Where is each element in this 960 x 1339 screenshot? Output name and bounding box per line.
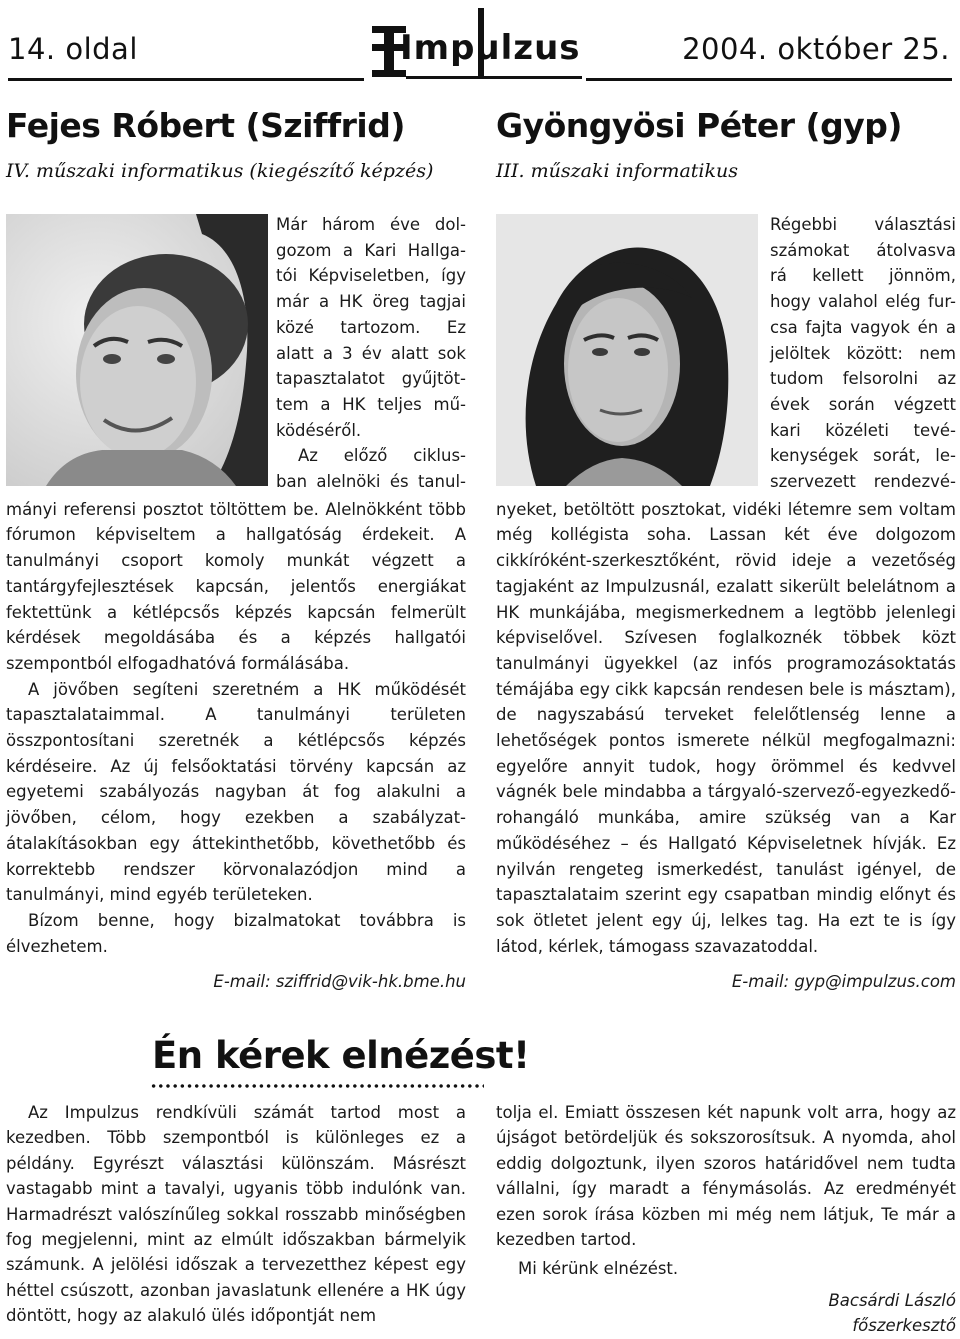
apology-left	[6, 1100, 466, 1329]
text-line: Az előző ciklus-	[298, 446, 466, 466]
text-line: jelöltek között: nem	[770, 343, 956, 363]
text-line: Már három éve dol-	[276, 215, 466, 234]
header-rule-right	[586, 78, 952, 81]
paragraph: Az Impulzus rendkívüli számát tartod most a kezedben. Több szempontból is különleges ez a példány. Egyrészt választási különszám. Másrészt vastagabb mint a tavalyi, ugyanis több indulónk van. Harmadrészt valószínűleg sokkal rosszabb minőségben fog megjelenni, mint az elmúlt időszakban bármelyik számunk. A jelölési időszak a tervezetthez képest egy héttel csúszott, azonban javaslatunk ellenére a HK úgy döntött, hogy az alakuló ülés időpontját nem	[6, 1103, 466, 1326]
text-line: kari közéleti tevé-	[770, 420, 956, 440]
article-left	[6, 212, 466, 995]
text-line: hogy valahol elég fur-	[770, 292, 956, 312]
candidate-name-left: Fejes Róbert (Sziffrid)	[6, 106, 405, 145]
paragraph: Mi kérünk elnézést.	[518, 1259, 679, 1279]
logo-text: Impulzus	[400, 28, 581, 68]
dotted-rule	[150, 1084, 484, 1088]
candidate-subtitle-right: III. műszaki informatikus	[496, 160, 738, 182]
logo	[368, 4, 582, 86]
email-right: E-mail: gyp@impulzus.com	[731, 972, 956, 992]
candidate-subtitle-left: IV. műszaki informatikus (kiegészítő képzés)	[6, 160, 434, 182]
text-line: csa fajta vagyok én a	[770, 317, 956, 337]
text-line: alatt a 3 év alatt sok	[276, 343, 466, 363]
apology-title: Én kérek elnézést!	[152, 1034, 530, 1077]
text-line: gozom a Kari Hallga-	[276, 240, 466, 260]
text-line: ban alelnöki és tanul-	[276, 472, 466, 492]
text-line: közé tartozom. Ez	[276, 317, 466, 337]
text-line: tem a HK teljes mű-	[276, 394, 466, 414]
text-line: már a HK öreg tagjai	[276, 292, 466, 312]
paragraph: Bízom benne, hogy bizalmatokat továbbra is élvezhetem.	[6, 910, 466, 956]
signature-name: Bacsárdi László	[828, 1290, 956, 1310]
paragraph: tolja el. Emiatt összesen két napunk volt arra, hogy az újságot betördeljük és sokszorosítsuk. A nyomda, ahol eddig dolgoztunk, ilyen szoros határidővel nem tudta vállalni, így maradt a fénymásolás. Az eredményét ezen sorok írása közben mi még nem látjuk, Te már a kezedben tartod.	[496, 1103, 956, 1250]
article-right	[496, 212, 956, 995]
candidate-name-right: Gyöngyösi Péter (gyp)	[496, 106, 902, 145]
text-line: ködéséről.	[276, 420, 362, 440]
paragraph: A jövőben segíteni szeretném a HK működését tapasztalataimmal. A tanulmányi területen összpontosítani szeretnék a kétlépcsős képzés kérdéseire. Az új felsőoktatási törvény kapcsán az egyetemi szabályozás nagyban át fog alakulni a jövőben, célom, hogy ezekben a szabályzat-átalakításokban egy áttekinthetőbb, követhetőbb és korrektebb rendszer körvonalazódjon mind a tanulmányi, mind egyéb területeken.	[6, 679, 466, 905]
text-line: tapasztalatot gyűjtöt-	[276, 369, 466, 389]
paragraph: nyeket, betöltött posztokat, vidéki létemre sem voltam még kollégista soha. Lassan két éve dolgozom cikkíróként-szerkesztőként, rövid ideje a vezetőség tagjaként az Impulzusnál, ezalatt sikerült belelátnom a HK munkájába, megismerkednem a legtöbb jelenlegi képviselővel. Szívesen foglalkoznék többek közt tanulmányi ügyekkel (az infós programozásoktatás témájába egy cikk kapcsán rendesen bele is másztam), de nagyszabású terveket felelőtlenség lenne a lehetőségek pontos ismerete nélkül megfogalmazni: egyelőre annyit tudok, hogy örömmel és kedvvel vágnék bele mindabba a tárgyaló-szervező-egyezkedő-rohangáló munkába, amire szükség van a Kar működéséhez – és Hallgató Képviseletnek hívják. Ez nyilván rengeteg ismerkedést, tanulást igényel, de tapasztalataim szerint egy csapatban mindig előnyt és sok ötletet jelent egy új, lelkes tag. Ha ezt te is így látod, kérlek, támogass szavazatoddal.	[496, 499, 956, 956]
text-line: számokat átolvasva	[770, 240, 956, 260]
issue-date: 2004. október 25.	[682, 32, 950, 66]
apology-right	[496, 1100, 956, 1339]
header-rule-left	[8, 78, 364, 81]
text-line: rá kellett jönnöm,	[770, 266, 956, 286]
text-line: szervezett rendezvé-	[770, 472, 956, 492]
paragraph: mányi referensi posztot töltöttem be. Alelnökként több fórumon képviseltem a hallgatóság érdekeit. A tanulmányi csoport komoly munkát végzett a tantárgyfejlesztések kapcsán, jelentős energiákat fektettünk a kétlépcsős képzés kapcsán felmerült kérdések megoldásába és a képzés hallgatói szempontból elfogadhatóvá formálásába.	[6, 499, 466, 673]
page-number: 14. oldal	[8, 32, 138, 66]
text-line: kenységek sorát, le-	[770, 446, 956, 466]
text-line: Régebbi választási	[770, 215, 956, 234]
email-left: E-mail: sziffrid@vik-hk.bme.hu	[213, 972, 466, 992]
signature-role: főszerkesztő	[852, 1316, 956, 1336]
text-line: tudom felsorolni az	[770, 369, 956, 389]
text-line: tói Képviseletben, így	[276, 266, 466, 286]
text-line: évek során végzett	[770, 394, 956, 414]
